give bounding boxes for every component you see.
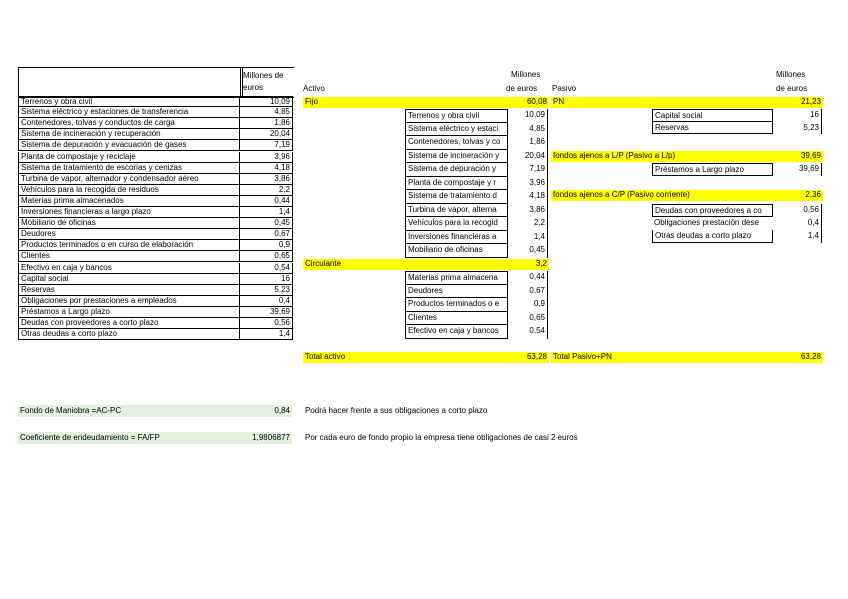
unit-line-1: Millones de (243, 71, 284, 80)
left-table-row (18, 251, 293, 262)
circulante-item-label: Productos terminados o e (405, 298, 508, 312)
fijo-item-label: Planta de compostaje y r (405, 177, 508, 191)
pn-item-value: 5,23 (773, 122, 822, 135)
left-table-row (18, 107, 293, 118)
lp-label: fondos ajenos a L/P (Pasivo a L/p) (553, 151, 676, 160)
left-table-row-label: Turbina de vapor, alternador y condensador aéreo (18, 174, 240, 185)
pn-items (652, 109, 823, 135)
left-table-row-label: Sistema de tratamiento de escorias y cenizas (18, 163, 240, 174)
fijo-item-value: 1,4 (508, 231, 548, 245)
pn-label: PN (553, 97, 565, 106)
total-activo-row (303, 352, 549, 363)
fijo-item (405, 123, 548, 137)
fijo-label: Fijo (305, 97, 318, 106)
lp-total: 39,69 (800, 151, 821, 160)
activo-unit-2: de euros (506, 84, 538, 93)
circulante-item-value: 0,9 (508, 298, 548, 312)
left-table-row-label: Materias prima almacenados (18, 196, 240, 207)
circulante-item-label: Materias prima almacena (405, 271, 508, 285)
cp-item-label: Obligaciones prestación dese (654, 218, 759, 227)
left-table-row (18, 318, 293, 329)
circulante-item (405, 271, 548, 285)
fijo-item-value: 7,19 (508, 163, 548, 177)
fijo-items (405, 109, 549, 259)
fijo-item-label: Mobiliario de oficinas (405, 244, 508, 258)
left-table-row (18, 207, 293, 218)
left-table-row (18, 174, 293, 185)
left-table-row (18, 140, 293, 151)
left-table-row-label: Préstamos a Largo plazo (18, 307, 240, 318)
fijo-item-value: 4,18 (508, 190, 548, 204)
left-table-row-value: 0,45 (240, 218, 293, 229)
left-table-row-value: 4,18 (240, 163, 293, 174)
fijo-item-value: 4,85 (508, 123, 548, 137)
circulante-item-label: Efectivo en caja y bancos (405, 325, 508, 339)
left-table-row-label: Sistema de depuración y evacuación de gases (18, 140, 240, 151)
left-table-row (18, 329, 293, 340)
left-table-row-value: 1,86 (240, 118, 293, 129)
pn-item-label: Capital social (652, 109, 773, 122)
left-table-row-value: 7,19 (240, 140, 293, 151)
lp-item (652, 163, 822, 176)
left-table-row (18, 185, 293, 196)
left-table-row (18, 229, 293, 240)
left-table-row-label: Deudores (18, 229, 240, 240)
left-table-row-label: Inversiones financieras a largo plazo (18, 207, 240, 218)
cp-item-label: Otras deudas a corto plazo (652, 230, 773, 243)
fijo-item (405, 244, 548, 258)
pn-item-value: 16 (773, 109, 822, 122)
left-table-row-value: 0,54 (240, 263, 293, 274)
left-table-row (18, 263, 293, 274)
left-table-row (18, 285, 293, 296)
left-table-row-value: 0,56 (240, 318, 293, 329)
circulante-item (405, 285, 548, 299)
left-table-row (18, 96, 293, 107)
fijo-item-label: Inversiones financieras a (405, 231, 508, 245)
left-table-row (18, 129, 293, 140)
fijo-item-value: 3,96 (508, 177, 548, 191)
circulante-item-value: 0,65 (508, 312, 548, 326)
fijo-item-label: Vehículos para la recogid (405, 217, 508, 231)
fijo-item (405, 231, 548, 245)
total-pasivo-label: Total Pasivo+PN (553, 352, 612, 361)
left-table-row-label: Clientes (18, 251, 240, 262)
fijo-item-label: Sistema de incineración y (405, 150, 508, 164)
fijo-item-value: 0,45 (508, 244, 548, 258)
endeudamiento-label: Coeficiente de endeudamiento = FA/FP (18, 432, 238, 444)
fijo-item-label: Turbina de vapor, alterna (405, 204, 508, 218)
left-table-row-value: 0,44 (240, 196, 293, 207)
circulante-item-label: Deudores (405, 285, 508, 299)
left-table-row-value: 0,67 (240, 229, 293, 240)
fijo-item (405, 163, 548, 177)
activo-title: Activo (303, 84, 325, 93)
circulante-item-value: 0,67 (508, 285, 548, 299)
cp-row (551, 190, 823, 201)
left-table-row-label: Efectivo en caja y bancos (18, 263, 240, 274)
cp-item (652, 230, 822, 243)
cp-item-label: Deudas con proveedores a co (652, 204, 773, 217)
pn-item-label: Reservas (652, 122, 773, 135)
lp-row (551, 151, 823, 162)
left-table-row-label: Sistema eléctrico y estaciones de transferencia (18, 107, 240, 118)
endeudamiento-value: 1,9806877 (238, 432, 292, 444)
circulante-item (405, 298, 548, 312)
circulante-item (405, 312, 548, 326)
fijo-item (405, 190, 548, 204)
left-table-row-value: 1,4 (240, 207, 293, 218)
left-table-row (18, 118, 293, 129)
left-table-row (18, 218, 293, 229)
circulante-item-label: Clientes (405, 312, 508, 326)
circulante-row (303, 259, 549, 270)
pn-total: 21,23 (800, 97, 821, 106)
left-table-row-value: 2,2 (240, 185, 293, 196)
total-activo-label: Total activo (305, 352, 346, 361)
left-table-header (18, 67, 243, 98)
left-table-row-label: Sistema de incineración y recuperación (18, 129, 240, 140)
fijo-item-value: 20,04 (508, 150, 548, 164)
fijo-item-label: Sistema eléctrico y estaci (405, 123, 508, 137)
cp-label: fondos ajenos a C/P (Pasivo corriente) (553, 190, 690, 199)
left-table-row-value: 0,4 (240, 296, 293, 307)
cp-item-value: 1,4 (773, 230, 822, 243)
fijo-item-label: Sistema de depuración y (405, 163, 508, 177)
fijo-item (405, 217, 548, 231)
fijo-item-value: 2,2 (508, 217, 548, 231)
left-table-row (18, 307, 293, 318)
circulante-label: Circulante (305, 259, 342, 268)
cp-total: 2,36 (805, 190, 821, 199)
pn-item (652, 122, 822, 135)
left-table-row-label: Terrenos y obra civil (18, 96, 240, 107)
left-table-rows (18, 96, 294, 394)
circulante-total: 3,2 (535, 259, 547, 268)
left-table-row-value: 16 (240, 274, 293, 285)
cp-item-value: 0,56 (773, 204, 822, 217)
pasivo-title: Pasivo (552, 84, 577, 93)
pn-row (551, 97, 823, 108)
cp-item-value: 0,4 (773, 217, 822, 230)
left-table-row (18, 240, 293, 251)
left-table-row-value: 0,9 (240, 240, 293, 251)
cp-item (652, 204, 822, 217)
left-table-row-value: 0,65 (240, 251, 293, 262)
fondo-maniobra-label: Fondo de Maniobra =AC-PC (18, 405, 238, 417)
left-table-row-label: Vehículos para la recogida de residuos (18, 185, 240, 196)
lp-items (652, 163, 823, 177)
left-table-row-label: Contenedores, tolvas y conductos de carga (18, 118, 240, 129)
left-table-row-label: Otras deudas a corto plazo (18, 329, 240, 340)
unit-line-2: euros (243, 83, 264, 92)
fijo-item (405, 136, 548, 150)
fijo-total: 60,08 (526, 97, 547, 106)
left-table-unit-header (240, 67, 294, 98)
fijo-item-label: Sistema de tratamiento d (405, 190, 508, 204)
left-table-row-value: 1,4 (240, 329, 293, 340)
fijo-item-value: 3,86 (508, 204, 548, 218)
pasivo-unit-1: Millones (776, 70, 806, 79)
activo-unit-1: Millones (511, 70, 541, 79)
left-table-row-label: Reservas (18, 285, 240, 296)
circulante-item-value: 0,54 (508, 325, 548, 339)
left-table-row-label: Deudas con proveedores a corto plazo (18, 318, 240, 329)
fondo-maniobra-value: 0,84 (238, 405, 292, 417)
fijo-item (405, 177, 548, 191)
lp-item-value: 39,69 (773, 163, 822, 176)
left-table-row-label: Capital social (18, 274, 240, 285)
left-table-row-label: Productos terminados o en curso de elaboración (18, 240, 240, 251)
circulante-item-value: 0,44 (508, 271, 548, 285)
endeudamiento-comment: Por cada euro de fondo propio la empresa tiene obligaciones de casi 2 euros (305, 433, 578, 442)
circulante-items (405, 271, 549, 341)
fondo-maniobra-comment: Podrá hacer frente a sus obligaciones a corto plazo (305, 406, 488, 415)
circulante-item (405, 325, 548, 339)
left-table-row-value: 3,86 (240, 174, 293, 185)
fijo-item-value: 10,09 (508, 109, 548, 123)
lp-item-label: Préstamos a Largo plazo (652, 163, 773, 176)
left-table-row-value: 3,96 (240, 152, 293, 163)
total-activo-value: 63,28 (526, 352, 547, 361)
left-table-row (18, 196, 293, 207)
fijo-item (405, 109, 548, 123)
fijo-item-value: 1,86 (508, 136, 548, 150)
left-table-row (18, 163, 293, 174)
left-table-row (18, 296, 293, 307)
pn-item (652, 109, 822, 122)
left-table-row-label: Mobiliario de oficinas (18, 218, 240, 229)
cp-item (652, 217, 822, 230)
left-table-row-value: 10,09 (240, 96, 293, 107)
fijo-item-label: Contenedores, tolvas y co (405, 136, 508, 150)
left-table-row (18, 152, 293, 163)
left-table-row-label: Planta de compostaje y reciclaje (18, 152, 240, 163)
fijo-item-label: Terrenos y obra civil (405, 109, 508, 123)
fijo-row (303, 97, 549, 108)
fijo-item (405, 204, 548, 218)
left-table-row-value: 39,69 (240, 307, 293, 318)
left-table-row (18, 274, 293, 285)
left-table-row-value: 5,23 (240, 285, 293, 296)
cp-items (652, 204, 823, 244)
total-pasivo-row (551, 352, 823, 363)
pasivo-unit-2: de euros (776, 84, 808, 93)
left-table-row-value: 4,85 (240, 107, 293, 118)
left-table (18, 67, 294, 394)
fijo-item (405, 150, 548, 164)
left-table-row-label: Obligaciones por prestaciones a empleados (18, 296, 240, 307)
left-table-row-value: 20,04 (240, 129, 293, 140)
total-pasivo-value: 63,28 (800, 352, 821, 361)
